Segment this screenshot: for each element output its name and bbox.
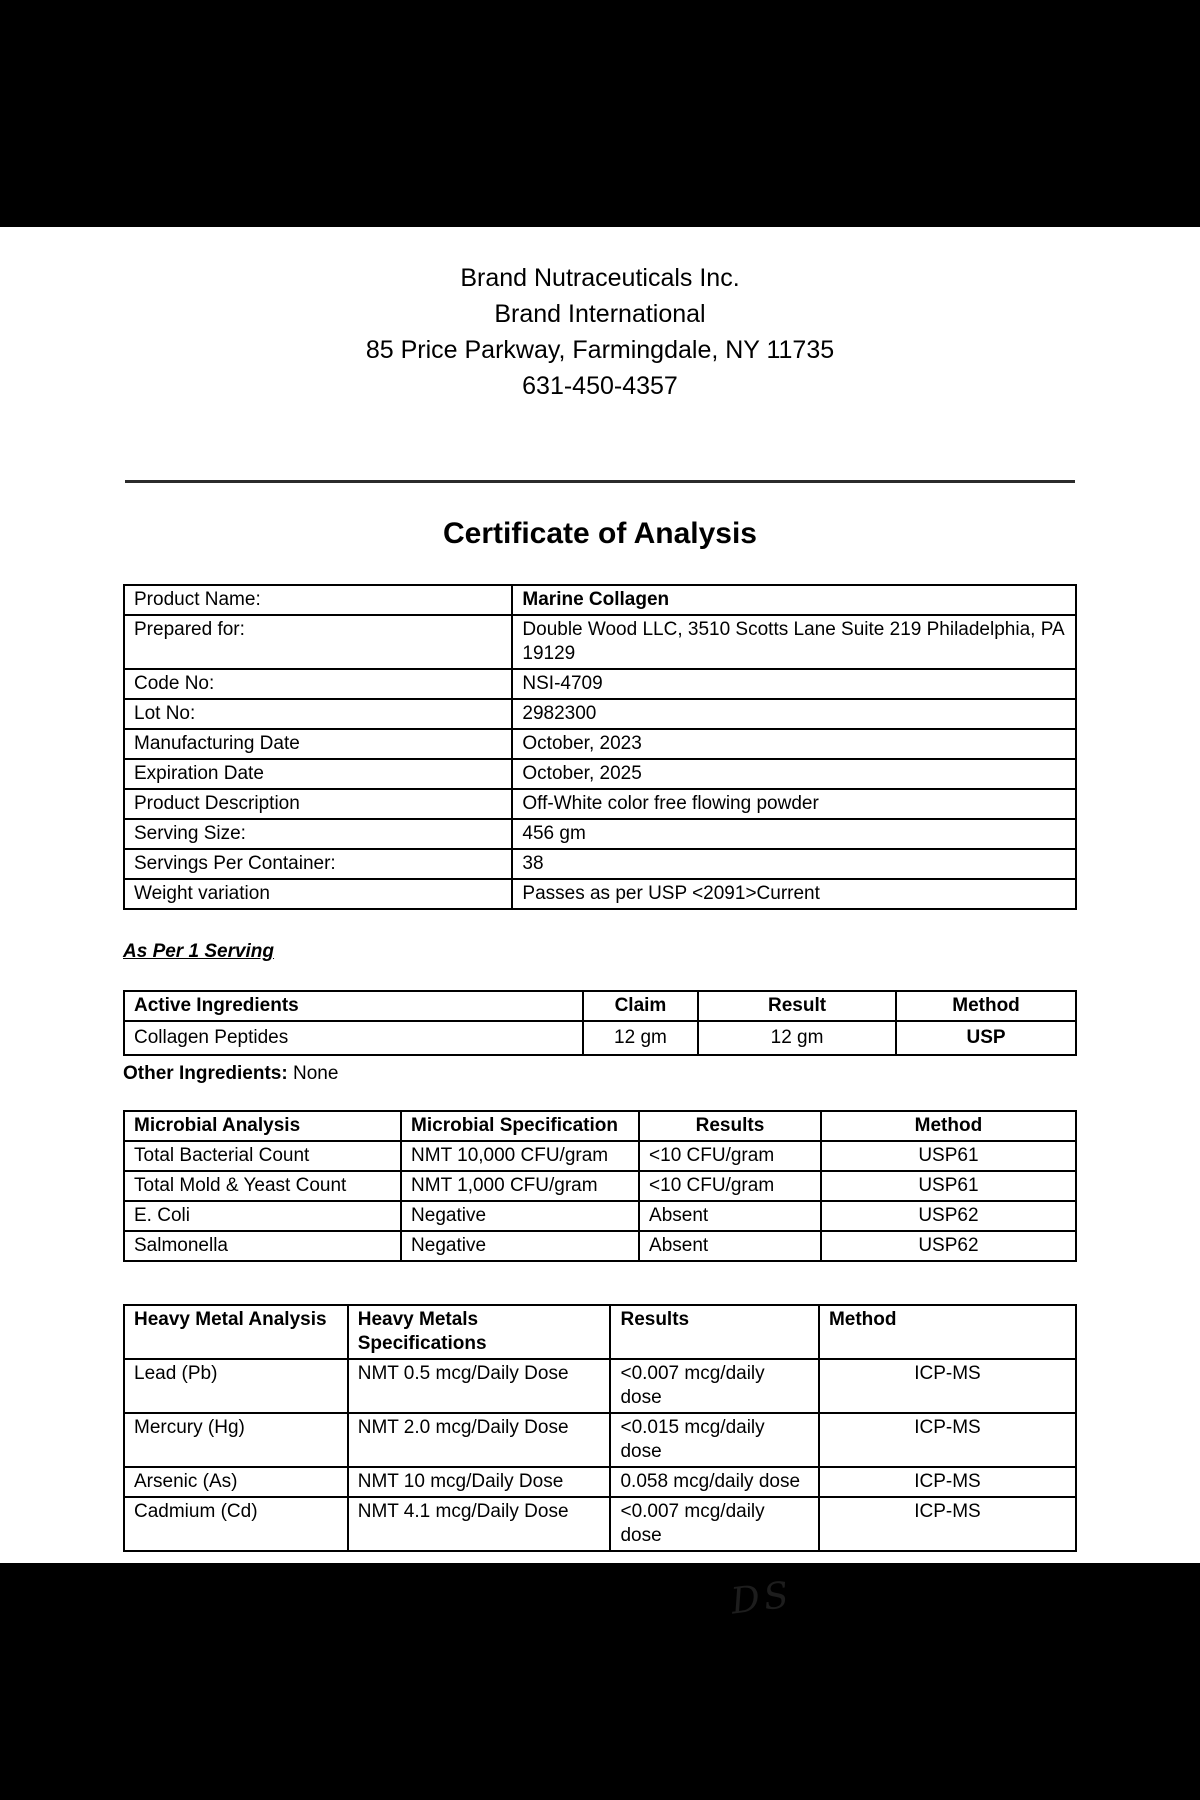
metal-name: Lead (Pb) bbox=[124, 1359, 348, 1413]
test-name: Salmonella bbox=[124, 1231, 401, 1261]
table-header-row bbox=[124, 991, 1076, 1021]
field-value: Off-White color free flowing powder bbox=[512, 789, 1076, 819]
metal-spec: NMT 0.5 mcg/Daily Dose bbox=[348, 1359, 611, 1413]
company-subname: Brand International bbox=[494, 300, 706, 328]
table-row bbox=[124, 585, 1076, 615]
signature-initials: DS bbox=[728, 1574, 796, 1623]
ingredient-claim: 12 gm bbox=[583, 1021, 698, 1055]
metal-result: <0.007 mcg/daily dose bbox=[610, 1359, 818, 1413]
table-row bbox=[124, 789, 1076, 819]
metal-method: ICP-MS bbox=[819, 1467, 1076, 1497]
table-row bbox=[124, 849, 1076, 879]
field-label: Servings Per Container: bbox=[124, 849, 512, 879]
table-row bbox=[124, 729, 1076, 759]
table-header-row bbox=[124, 1111, 1076, 1141]
metal-spec: NMT 4.1 mcg/Daily Dose bbox=[348, 1497, 611, 1551]
signature-role: Quality Control bbox=[707, 1645, 817, 1662]
column-header: Active Ingredients bbox=[124, 991, 583, 1021]
table-row bbox=[124, 699, 1076, 729]
field-label: Product Name: bbox=[124, 585, 512, 615]
company-phone: 631-450-4357 bbox=[522, 372, 678, 400]
column-header: Microbial Specification bbox=[401, 1111, 639, 1141]
field-label: Product Description bbox=[124, 789, 512, 819]
table-row bbox=[124, 1201, 1076, 1231]
table-row bbox=[124, 1497, 1076, 1551]
field-label: Weight variation bbox=[124, 879, 512, 909]
test-method: USP61 bbox=[821, 1171, 1076, 1201]
field-label: Code No: bbox=[124, 669, 512, 699]
company-name: Brand Nutraceuticals Inc. bbox=[460, 264, 740, 292]
field-label: Lot No: bbox=[124, 699, 512, 729]
active-ingredients-table bbox=[123, 990, 1077, 1056]
heavy-metals-table bbox=[123, 1304, 1077, 1552]
metal-method: ICP-MS bbox=[819, 1413, 1076, 1467]
metal-name: Cadmium (Cd) bbox=[124, 1497, 348, 1551]
other-ingredients-label: Other Ingredients: bbox=[123, 1063, 288, 1084]
test-result: <10 CFU/gram bbox=[639, 1141, 821, 1171]
field-value: October, 2025 bbox=[512, 759, 1076, 789]
metal-spec: NMT 2.0 mcg/Daily Dose bbox=[348, 1413, 611, 1467]
field-label: Manufacturing Date bbox=[124, 729, 512, 759]
table-row bbox=[124, 615, 1076, 669]
table-row bbox=[124, 1171, 1076, 1201]
table-header-row bbox=[124, 1305, 1076, 1359]
column-header: Method bbox=[821, 1111, 1076, 1141]
field-value: Passes as per USP <2091>Current bbox=[512, 879, 1076, 909]
column-header: Results bbox=[639, 1111, 821, 1141]
metal-result: <0.015 mcg/daily dose bbox=[610, 1413, 818, 1467]
column-header: Results bbox=[610, 1305, 818, 1359]
field-label: Prepared for: bbox=[124, 615, 512, 669]
field-value: October, 2023 bbox=[512, 729, 1076, 759]
company-header bbox=[123, 260, 1077, 404]
table-row bbox=[124, 1231, 1076, 1261]
test-method: USP61 bbox=[821, 1141, 1076, 1171]
test-spec: Negative bbox=[401, 1201, 639, 1231]
field-value: Marine Collagen bbox=[512, 585, 1076, 615]
column-header: Result bbox=[698, 991, 896, 1021]
test-method: USP62 bbox=[821, 1201, 1076, 1231]
signature-block bbox=[637, 1574, 887, 1689]
field-value: NSI-4709 bbox=[512, 669, 1076, 699]
table-row bbox=[124, 1021, 1076, 1055]
column-header: Claim bbox=[583, 991, 698, 1021]
other-ingredients-line bbox=[123, 1063, 1077, 1085]
metal-result: 0.058 mcg/daily dose bbox=[610, 1467, 818, 1497]
microbial-analysis-table bbox=[123, 1110, 1077, 1262]
column-header: Method bbox=[896, 991, 1076, 1021]
other-ingredients-value: None bbox=[292, 1063, 339, 1084]
column-header: Method bbox=[819, 1305, 1076, 1359]
table-row bbox=[124, 1359, 1076, 1413]
certificate-document bbox=[0, 227, 1200, 1688]
metal-result: <0.007 mcg/daily dose bbox=[610, 1497, 818, 1551]
product-info-table bbox=[123, 584, 1077, 910]
signature-date: 11/15/2023 bbox=[707, 1663, 817, 1688]
letterbox-top bbox=[0, 0, 1200, 227]
test-name: Total Bacterial Count bbox=[124, 1141, 401, 1171]
ingredient-result: 12 gm bbox=[698, 1021, 896, 1055]
metal-name: Mercury (Hg) bbox=[124, 1413, 348, 1467]
column-header: Heavy Metal Analysis bbox=[124, 1305, 348, 1359]
table-row bbox=[124, 1141, 1076, 1171]
field-label: Expiration Date bbox=[124, 759, 512, 789]
table-row bbox=[124, 669, 1076, 699]
test-spec: Negative bbox=[401, 1231, 639, 1261]
table-row bbox=[124, 819, 1076, 849]
test-method: USP62 bbox=[821, 1231, 1076, 1261]
test-result: Absent bbox=[639, 1201, 821, 1231]
page-title: Certificate of Analysis bbox=[443, 517, 757, 550]
field-value: 2982300 bbox=[512, 699, 1076, 729]
letterbox-bottom bbox=[0, 1563, 1200, 1800]
metal-spec: NMT 10 mcg/Daily Dose bbox=[348, 1467, 611, 1497]
ingredient-method: USP bbox=[896, 1021, 1076, 1055]
field-label: Serving Size: bbox=[124, 819, 512, 849]
table-row bbox=[124, 1467, 1076, 1497]
metal-method: ICP-MS bbox=[819, 1359, 1076, 1413]
test-result: <10 CFU/gram bbox=[639, 1171, 821, 1201]
test-name: E. Coli bbox=[124, 1201, 401, 1231]
test-name: Total Mold & Yeast Count bbox=[124, 1171, 401, 1201]
company-address: 85 Price Parkway, Farmingdale, NY 11735 bbox=[365, 336, 835, 364]
metal-name: Arsenic (As) bbox=[124, 1467, 348, 1497]
header-divider bbox=[125, 480, 1075, 483]
test-spec: NMT 10,000 CFU/gram bbox=[401, 1141, 639, 1171]
table-row bbox=[124, 759, 1076, 789]
ingredient-name: Collagen Peptides bbox=[124, 1021, 583, 1055]
test-spec: NMT 1,000 CFU/gram bbox=[401, 1171, 639, 1201]
column-header: Microbial Analysis bbox=[124, 1111, 401, 1141]
table-row bbox=[124, 879, 1076, 909]
table-row bbox=[124, 1413, 1076, 1467]
field-value: Double Wood LLC, 3510 Scotts Lane Suite 219 Philadelphia, PA 19129 bbox=[512, 615, 1076, 669]
serving-note: As Per 1 Serving bbox=[123, 941, 275, 962]
metal-method: ICP-MS bbox=[819, 1497, 1076, 1551]
test-result: Absent bbox=[639, 1231, 821, 1261]
field-value: 456 gm bbox=[512, 819, 1076, 849]
column-header: Heavy Metals Specifications bbox=[348, 1305, 611, 1359]
field-value: 38 bbox=[512, 849, 1076, 879]
